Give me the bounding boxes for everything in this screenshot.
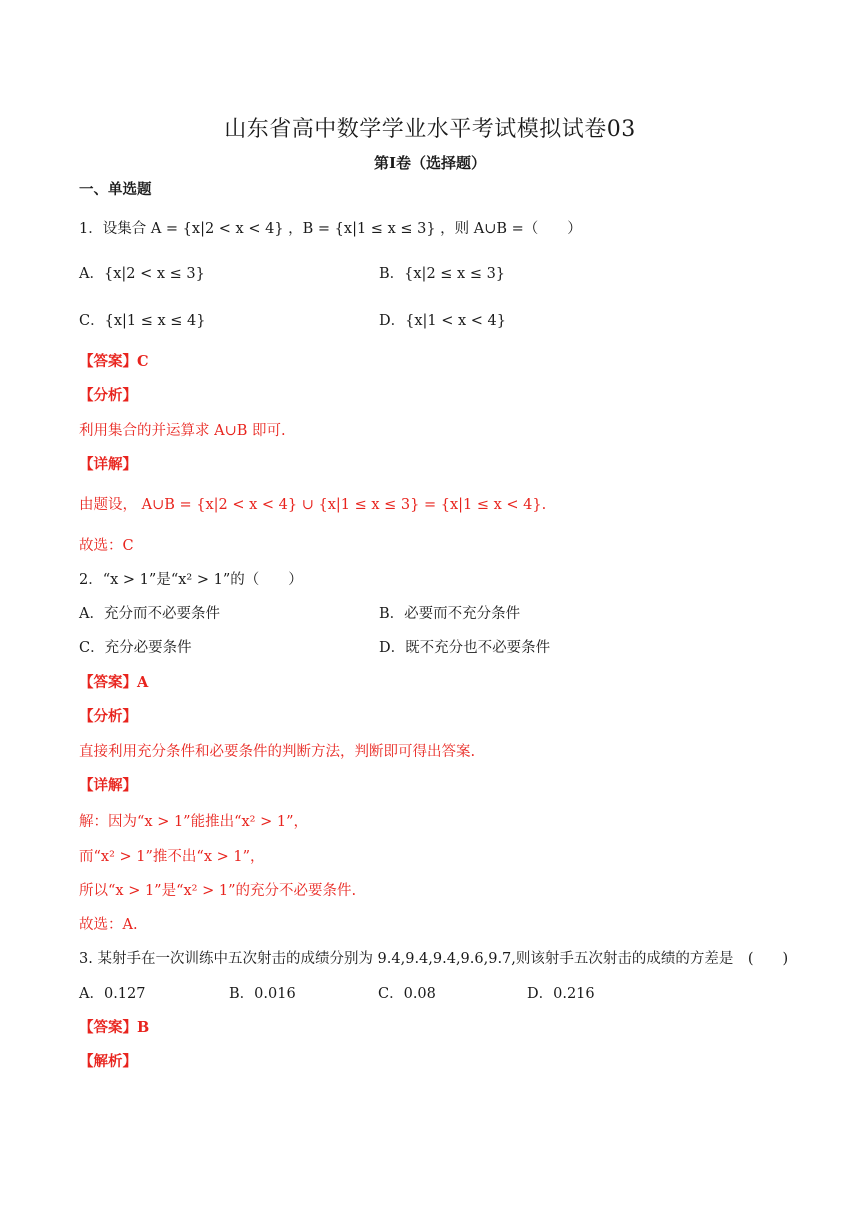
question-3-option-b: B．0.016 (229, 986, 296, 1002)
question-1-stem: 1．设集合 A = {x|2 < x < 4} ，B = {x|1 ≤ x ≤ 3} ，则 A∪B =（ ） (79, 221, 582, 237)
question-3-option-d: D．0.216 (527, 986, 595, 1002)
question-1-choice: 故选：C (79, 538, 134, 554)
question-2-option-c: C．充分必要条件 (79, 640, 192, 656)
question-1-analysis-label: 【分析】 (79, 387, 137, 404)
question-2-option-d: D．既不充分也不必要条件 (379, 640, 551, 656)
question-1-detail: 由题设， A∪B = {x|2 < x < 4} ∪ {x|1 ≤ x ≤ 3} = {x|1 ≤ x < 4}. (79, 497, 547, 513)
question-1-option-b: B．{x|2 ≤ x ≤ 3} (379, 266, 506, 282)
question-3-analysis-label: 【解析】 (79, 1053, 137, 1070)
question-1-analysis: 利用集合的并运算求 A∪B 即可. (79, 423, 286, 439)
question-2-detail-line-1: 解：因为“x > 1”能推出“x² > 1”， (79, 814, 309, 830)
exam-subtitle: 第Ⅰ卷（选择题） (373, 154, 487, 172)
question-2-analysis-label: 【分析】 (79, 708, 137, 725)
question-2-option-b: B．必要而不充分条件 (379, 606, 521, 622)
question-1-detail-label: 【详解】 (79, 456, 137, 473)
question-2-detail-line-2: 而“x² > 1”推不出“x > 1”， (79, 849, 265, 865)
exam-title: 山东省高中数学学业水平考试模拟试卷03 (224, 117, 636, 142)
question-3-option-c: C．0.08 (378, 986, 436, 1002)
question-1-option-c: C．{x|1 ≤ x ≤ 4} (79, 313, 206, 329)
question-3-answer: 【答案】B (79, 1019, 150, 1036)
question-2-analysis: 直接利用充分条件和必要条件的判断方法，判断即可得出答案. (79, 744, 476, 760)
question-2-detail-label: 【详解】 (79, 777, 137, 794)
question-1-answer: 【答案】C (79, 353, 149, 370)
question-2-detail-line-3: 所以“x > 1”是“x² > 1”的充分不必要条件. (79, 883, 357, 899)
question-1-option-a: A．{x|2 < x ≤ 3} (79, 266, 205, 282)
question-2-stem: 2．“x > 1”是“x² > 1”的（ ） (79, 572, 303, 588)
question-3-option-a: A．0.127 (79, 986, 146, 1002)
question-2-choice: 故选：A. (79, 917, 138, 933)
question-3-stem: 3. 某射手在一次训练中五次射击的成绩分别为 9.4,9.4,9.4,9.6,9.7,则该射手五次射击的成绩的方差是 ( ) (79, 951, 789, 967)
question-2-answer: 【答案】A (79, 674, 149, 691)
section-heading: 一、单选题 (79, 181, 152, 198)
question-2-option-a: A．充分而不必要条件 (79, 606, 220, 622)
question-1-option-d: D．{x|1 < x < 4} (379, 313, 507, 329)
